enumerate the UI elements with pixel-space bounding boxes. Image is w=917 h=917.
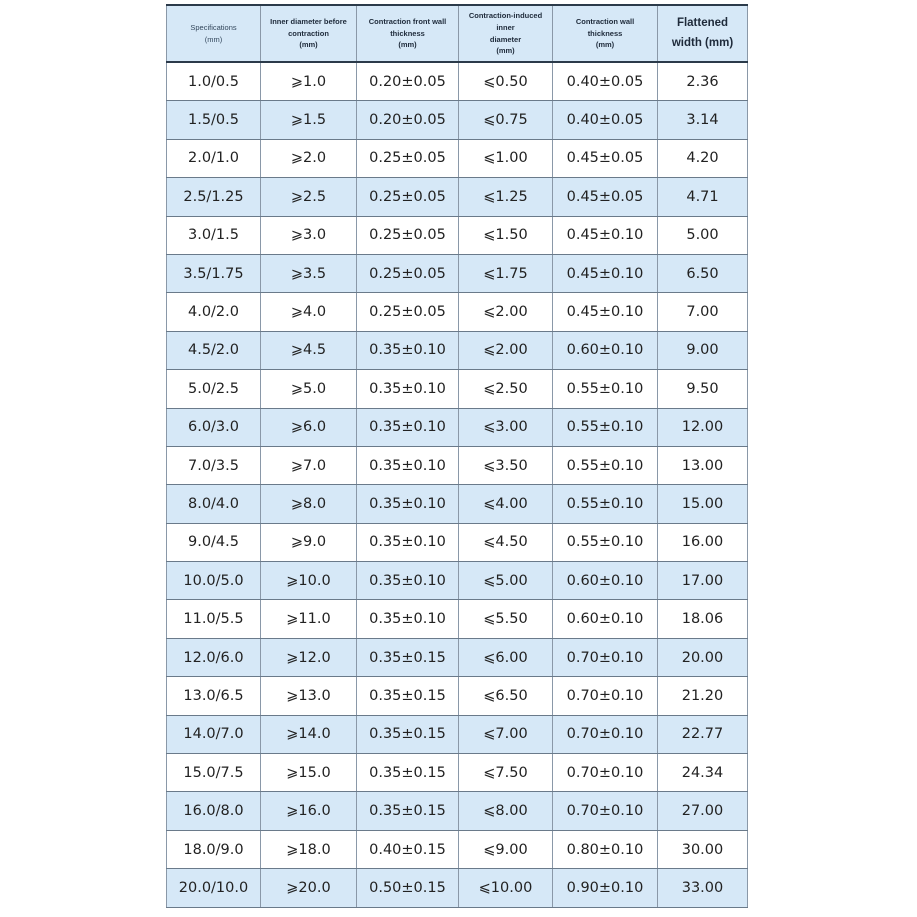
- cell-wall-thickness: 0.90±0.10: [553, 869, 658, 907]
- cell-wall-thickness: 0.70±0.10: [553, 638, 658, 676]
- cell-flattened-width: 4.71: [658, 178, 748, 216]
- cell-spec: 1.0/0.5: [167, 62, 261, 101]
- cell-induced-inner-diameter: ⩽5.00: [459, 562, 553, 600]
- cell-inner-diameter-before: ⩾2.5: [261, 178, 357, 216]
- cell-front-wall-thickness: 0.35±0.10: [357, 523, 459, 561]
- cell-wall-thickness: 0.55±0.10: [553, 370, 658, 408]
- table-row: [167, 178, 748, 216]
- cell-induced-inner-diameter: ⩽4.00: [459, 485, 553, 523]
- cell-front-wall-thickness: 0.40±0.15: [357, 830, 459, 868]
- cell-spec: 13.0/6.5: [167, 677, 261, 715]
- cell-inner-diameter-before: ⩾1.0: [261, 62, 357, 101]
- cell-front-wall-thickness: 0.35±0.10: [357, 562, 459, 600]
- table-row: [167, 638, 748, 676]
- cell-wall-thickness: 0.55±0.10: [553, 408, 658, 446]
- cell-flattened-width: 6.50: [658, 254, 748, 292]
- cell-wall-thickness: 0.40±0.05: [553, 101, 658, 139]
- cell-spec: 3.5/1.75: [167, 254, 261, 292]
- table-row: [167, 446, 748, 484]
- cell-flattened-width: 20.00: [658, 638, 748, 676]
- table-row: [167, 677, 748, 715]
- table-row: [167, 830, 748, 868]
- cell-front-wall-thickness: 0.35±0.10: [357, 600, 459, 638]
- cell-induced-inner-diameter: ⩽0.75: [459, 101, 553, 139]
- cell-flattened-width: 21.20: [658, 677, 748, 715]
- cell-spec: 18.0/9.0: [167, 830, 261, 868]
- cell-flattened-width: 22.77: [658, 715, 748, 753]
- cell-flattened-width: 5.00: [658, 216, 748, 254]
- header-induced-inner-diameter: Contraction-induced inner diameter (mm): [459, 5, 553, 62]
- cell-flattened-width: 9.50: [658, 370, 748, 408]
- cell-inner-diameter-before: ⩾10.0: [261, 562, 357, 600]
- cell-flattened-width: 17.00: [658, 562, 748, 600]
- cell-front-wall-thickness: 0.35±0.10: [357, 446, 459, 484]
- cell-inner-diameter-before: ⩾16.0: [261, 792, 357, 830]
- table-row: [167, 792, 748, 830]
- cell-induced-inner-diameter: ⩽1.75: [459, 254, 553, 292]
- header-inner-diameter-before: Inner diameter before contraction (mm): [261, 5, 357, 62]
- cell-wall-thickness: 0.45±0.10: [553, 254, 658, 292]
- cell-inner-diameter-before: ⩾11.0: [261, 600, 357, 638]
- cell-wall-thickness: 0.70±0.10: [553, 677, 658, 715]
- cell-inner-diameter-before: ⩾2.0: [261, 139, 357, 177]
- cell-spec: 14.0/7.0: [167, 715, 261, 753]
- table-row: [167, 715, 748, 753]
- cell-flattened-width: 9.00: [658, 331, 748, 369]
- cell-spec: 10.0/5.0: [167, 562, 261, 600]
- cell-front-wall-thickness: 0.25±0.05: [357, 254, 459, 292]
- table-row: [167, 754, 748, 792]
- cell-front-wall-thickness: 0.20±0.05: [357, 101, 459, 139]
- cell-flattened-width: 13.00: [658, 446, 748, 484]
- cell-inner-diameter-before: ⩾5.0: [261, 370, 357, 408]
- cell-induced-inner-diameter: ⩽6.00: [459, 638, 553, 676]
- cell-flattened-width: 27.00: [658, 792, 748, 830]
- cell-inner-diameter-before: ⩾8.0: [261, 485, 357, 523]
- cell-induced-inner-diameter: ⩽10.00: [459, 869, 553, 907]
- cell-induced-inner-diameter: ⩽0.50: [459, 62, 553, 101]
- cell-front-wall-thickness: 0.25±0.05: [357, 139, 459, 177]
- cell-front-wall-thickness: 0.25±0.05: [357, 293, 459, 331]
- cell-wall-thickness: 0.40±0.05: [553, 62, 658, 101]
- cell-front-wall-thickness: 0.25±0.05: [357, 216, 459, 254]
- header-wall-thickness: Contraction wall thickness (mm): [553, 5, 658, 62]
- cell-front-wall-thickness: 0.35±0.10: [357, 331, 459, 369]
- table-row: [167, 62, 748, 101]
- cell-flattened-width: 30.00: [658, 830, 748, 868]
- cell-inner-diameter-before: ⩾6.0: [261, 408, 357, 446]
- cell-spec: 8.0/4.0: [167, 485, 261, 523]
- cell-inner-diameter-before: ⩾4.0: [261, 293, 357, 331]
- cell-induced-inner-diameter: ⩽6.50: [459, 677, 553, 715]
- cell-flattened-width: 24.34: [658, 754, 748, 792]
- cell-wall-thickness: 0.60±0.10: [553, 562, 658, 600]
- cell-flattened-width: 3.14: [658, 101, 748, 139]
- cell-induced-inner-diameter: ⩽3.50: [459, 446, 553, 484]
- table-row: [167, 370, 748, 408]
- cell-spec: 3.0/1.5: [167, 216, 261, 254]
- cell-front-wall-thickness: 0.35±0.15: [357, 792, 459, 830]
- cell-wall-thickness: 0.55±0.10: [553, 523, 658, 561]
- table-row: [167, 254, 748, 292]
- cell-flattened-width: 15.00: [658, 485, 748, 523]
- table-row: [167, 485, 748, 523]
- table-row: [167, 331, 748, 369]
- cell-front-wall-thickness: 0.35±0.15: [357, 754, 459, 792]
- cell-spec: 6.0/3.0: [167, 408, 261, 446]
- cell-inner-diameter-before: ⩾4.5: [261, 331, 357, 369]
- cell-flattened-width: 18.06: [658, 600, 748, 638]
- cell-wall-thickness: 0.60±0.10: [553, 331, 658, 369]
- table-row: [167, 408, 748, 446]
- cell-front-wall-thickness: 0.35±0.15: [357, 677, 459, 715]
- cell-inner-diameter-before: ⩾9.0: [261, 523, 357, 561]
- cell-induced-inner-diameter: ⩽2.00: [459, 293, 553, 331]
- cell-front-wall-thickness: 0.50±0.15: [357, 869, 459, 907]
- cell-flattened-width: 16.00: [658, 523, 748, 561]
- cell-inner-diameter-before: ⩾7.0: [261, 446, 357, 484]
- cell-inner-diameter-before: ⩾13.0: [261, 677, 357, 715]
- table-body: [167, 62, 748, 907]
- cell-front-wall-thickness: 0.35±0.10: [357, 408, 459, 446]
- cell-spec: 12.0/6.0: [167, 638, 261, 676]
- cell-wall-thickness: 0.55±0.10: [553, 446, 658, 484]
- cell-inner-diameter-before: ⩾14.0: [261, 715, 357, 753]
- cell-flattened-width: 7.00: [658, 293, 748, 331]
- cell-induced-inner-diameter: ⩽2.50: [459, 370, 553, 408]
- cell-wall-thickness: 0.45±0.05: [553, 139, 658, 177]
- cell-front-wall-thickness: 0.35±0.10: [357, 370, 459, 408]
- table-row: [167, 216, 748, 254]
- cell-spec: 9.0/4.5: [167, 523, 261, 561]
- cell-inner-diameter-before: ⩾18.0: [261, 830, 357, 868]
- cell-flattened-width: 12.00: [658, 408, 748, 446]
- cell-induced-inner-diameter: ⩽1.50: [459, 216, 553, 254]
- table-row: [167, 600, 748, 638]
- table-row: [167, 101, 748, 139]
- cell-induced-inner-diameter: ⩽4.50: [459, 523, 553, 561]
- cell-spec: 4.0/2.0: [167, 293, 261, 331]
- cell-inner-diameter-before: ⩾3.0: [261, 216, 357, 254]
- cell-induced-inner-diameter: ⩽8.00: [459, 792, 553, 830]
- cell-wall-thickness: 0.45±0.10: [553, 216, 658, 254]
- table-row: [167, 293, 748, 331]
- cell-spec: 2.0/1.0: [167, 139, 261, 177]
- cell-wall-thickness: 0.45±0.05: [553, 178, 658, 216]
- cell-front-wall-thickness: 0.35±0.10: [357, 485, 459, 523]
- cell-inner-diameter-before: ⩾20.0: [261, 869, 357, 907]
- table-row: [167, 523, 748, 561]
- cell-spec: 16.0/8.0: [167, 792, 261, 830]
- cell-wall-thickness: 0.45±0.10: [553, 293, 658, 331]
- cell-inner-diameter-before: ⩾12.0: [261, 638, 357, 676]
- cell-front-wall-thickness: 0.35±0.15: [357, 715, 459, 753]
- cell-spec: 1.5/0.5: [167, 101, 261, 139]
- cell-front-wall-thickness: 0.20±0.05: [357, 62, 459, 101]
- cell-spec: 2.5/1.25: [167, 178, 261, 216]
- cell-induced-inner-diameter: ⩽7.50: [459, 754, 553, 792]
- cell-spec: 7.0/3.5: [167, 446, 261, 484]
- cell-wall-thickness: 0.55±0.10: [553, 485, 658, 523]
- cell-wall-thickness: 0.70±0.10: [553, 754, 658, 792]
- table-row: [167, 869, 748, 907]
- cell-induced-inner-diameter: ⩽1.00: [459, 139, 553, 177]
- cell-induced-inner-diameter: ⩽7.00: [459, 715, 553, 753]
- cell-wall-thickness: 0.60±0.10: [553, 600, 658, 638]
- cell-front-wall-thickness: 0.25±0.05: [357, 178, 459, 216]
- cell-flattened-width: 33.00: [658, 869, 748, 907]
- cell-inner-diameter-before: ⩾3.5: [261, 254, 357, 292]
- cell-flattened-width: 4.20: [658, 139, 748, 177]
- cell-induced-inner-diameter: ⩽3.00: [459, 408, 553, 446]
- cell-spec: 11.0/5.5: [167, 600, 261, 638]
- header-specifications: Specifications (mm): [167, 5, 261, 62]
- cell-induced-inner-diameter: ⩽9.00: [459, 830, 553, 868]
- cell-flattened-width: 2.36: [658, 62, 748, 101]
- cell-inner-diameter-before: ⩾1.5: [261, 101, 357, 139]
- header-flattened-width: Flattened width (mm): [658, 5, 748, 62]
- cell-spec: 15.0/7.5: [167, 754, 261, 792]
- specification-table: [166, 4, 748, 908]
- table-row: [167, 562, 748, 600]
- cell-wall-thickness: 0.70±0.10: [553, 792, 658, 830]
- cell-induced-inner-diameter: ⩽5.50: [459, 600, 553, 638]
- cell-wall-thickness: 0.80±0.10: [553, 830, 658, 868]
- header-row: [167, 5, 748, 62]
- cell-induced-inner-diameter: ⩽2.00: [459, 331, 553, 369]
- cell-spec: 4.5/2.0: [167, 331, 261, 369]
- table-header: [167, 5, 748, 62]
- cell-front-wall-thickness: 0.35±0.15: [357, 638, 459, 676]
- cell-wall-thickness: 0.70±0.10: [553, 715, 658, 753]
- cell-induced-inner-diameter: ⩽1.25: [459, 178, 553, 216]
- cell-spec: 5.0/2.5: [167, 370, 261, 408]
- header-front-wall-thickness: Contraction front wall thickness (mm): [357, 5, 459, 62]
- table-row: [167, 139, 748, 177]
- cell-spec: 20.0/10.0: [167, 869, 261, 907]
- cell-inner-diameter-before: ⩾15.0: [261, 754, 357, 792]
